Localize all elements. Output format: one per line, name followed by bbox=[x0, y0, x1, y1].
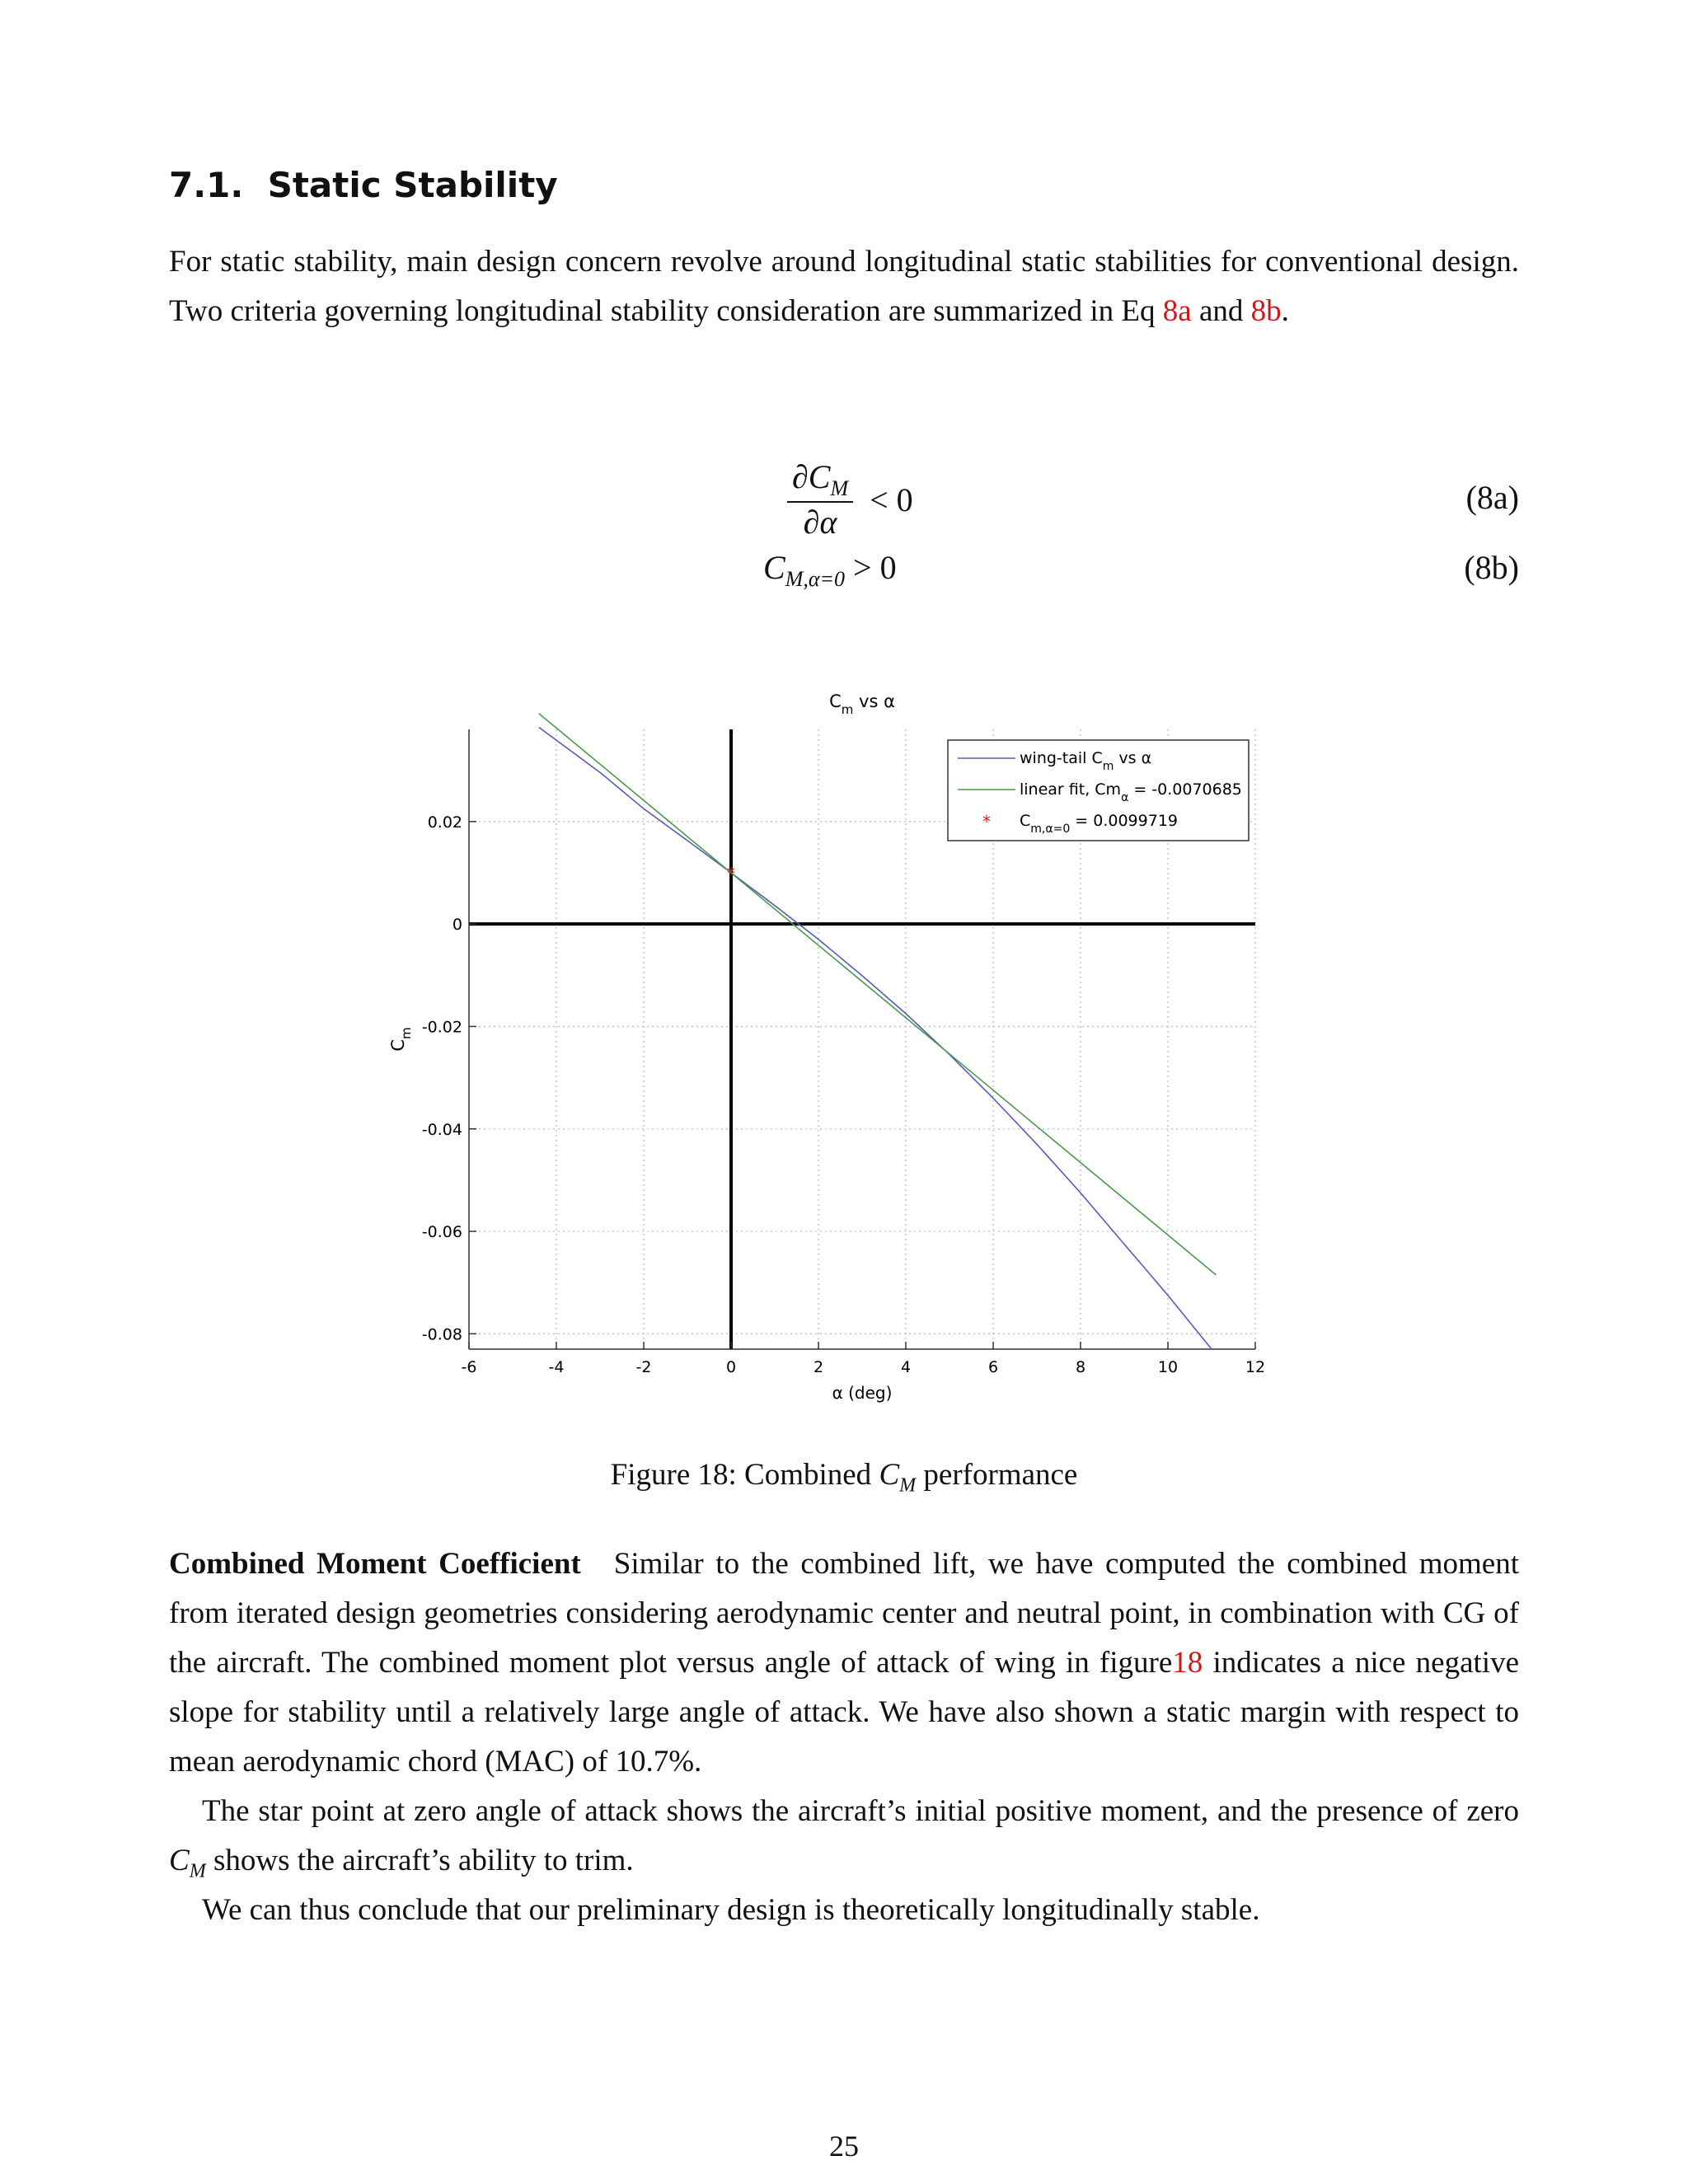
legend-star-swatch: * bbox=[982, 812, 991, 832]
caption-suffix: performance bbox=[916, 1458, 1078, 1492]
body-p2-text: The star point at zero angle of attack shows the aircraft’s initial positive moment, and the presence of zero bbox=[202, 1794, 1519, 1828]
cm-alpha0-marker: * bbox=[727, 864, 735, 884]
equation-label-8a: (8a) bbox=[1465, 479, 1519, 516]
section-heading bbox=[169, 165, 558, 205]
y-tick-label: -0.08 bbox=[421, 1325, 462, 1344]
x-tick-label: -2 bbox=[635, 1358, 652, 1376]
body-paragraph-3: We can thus conclude that our preliminary design is theoretically longitudinally stable. bbox=[202, 1893, 1260, 1927]
section-number: 7.1. bbox=[169, 165, 244, 205]
intro-paragraph bbox=[169, 237, 1519, 336]
x-tick-label: -4 bbox=[548, 1358, 565, 1376]
caption-symbol: C bbox=[879, 1458, 900, 1492]
body-paragraph-1 bbox=[169, 1540, 1519, 1787]
y-tick-label: 0.02 bbox=[427, 813, 462, 832]
caption-symbol-sub: M bbox=[899, 1474, 917, 1497]
y-tick-label: -0.06 bbox=[421, 1223, 462, 1242]
body-paragraph-2 bbox=[169, 1787, 1519, 1896]
eq-b-relation: > 0 bbox=[853, 549, 897, 586]
caption-prefix: Figure 18: Combined bbox=[610, 1458, 879, 1492]
x-tick-label: -6 bbox=[461, 1358, 477, 1376]
x-tick-label: 8 bbox=[1075, 1358, 1086, 1376]
x-tick-label: 6 bbox=[987, 1358, 999, 1376]
legend-entry-wing-tail: wing-tail $C_m$ vs α bbox=[1020, 749, 1152, 773]
y-axis-label: $C_m$ bbox=[388, 1027, 414, 1052]
eq-a-relation: < 0 bbox=[870, 480, 913, 518]
figure-ref-18[interactable]: 18 bbox=[1172, 1646, 1203, 1680]
body-p1-text: Similar to the combined lift, we have computed the combined moment from iterated design geometries considering aerodynamic center and neutral point, in combination with CG of the aircraft. The combined moment plot versus angle of attack of wing in figure bbox=[169, 1547, 1519, 1680]
body-p2-symbol: C bbox=[169, 1844, 190, 1877]
figure-caption bbox=[0, 1457, 1688, 1497]
intro-text-end: . bbox=[1281, 294, 1289, 328]
x-tick-label: 4 bbox=[900, 1358, 912, 1376]
body-p1-text-cont: indicates a nice negative slope for stability until a relatively large angle of attack. We have also shown a static margin with respect to mean aerodynamic chord (MAC) of 10.7%. bbox=[169, 1646, 1519, 1779]
eq-a-numerator: ∂C bbox=[792, 458, 831, 495]
intro-text: For static stability, main design concern revolve around longitudinal static stabilities for conventional design. Two criteria governing longitudinal stability consideration are summarized in Eq bbox=[169, 245, 1519, 328]
derivative-fraction bbox=[787, 457, 853, 541]
equation-ref-8a[interactable]: 8a bbox=[1162, 294, 1192, 328]
intro-text-and: and bbox=[1191, 294, 1251, 328]
eq-b-lhs: C bbox=[763, 549, 785, 586]
x-tick-label: 2 bbox=[813, 1358, 824, 1376]
x-axis-label: α (deg) bbox=[832, 1383, 893, 1403]
body-p2-text-cont: shows the aircraft’s ability to trim. bbox=[205, 1844, 634, 1877]
legend-entry-linear-fit: linear fit, $Cm_\alpha = -0.0070685$ bbox=[1020, 780, 1242, 804]
section-title: Static Stability bbox=[267, 165, 558, 205]
eq-b-lhs-sub: M,α=0 bbox=[785, 567, 846, 591]
eq-a-denominator: ∂α bbox=[803, 504, 837, 541]
x-tick-label: 10 bbox=[1157, 1358, 1179, 1376]
equation-8a bbox=[787, 457, 913, 541]
chart-ticks bbox=[422, 813, 1265, 1376]
paragraph-heading: Combined Moment Coefficient bbox=[169, 1547, 581, 1581]
y-tick-label: -0.04 bbox=[421, 1120, 462, 1139]
equation-8b bbox=[763, 548, 897, 592]
y-tick-label: 0 bbox=[452, 916, 462, 935]
body-p2-symbol-sub: M bbox=[189, 1860, 206, 1882]
equation-label-8b: (8b) bbox=[1464, 549, 1519, 586]
eq-a-numerator-sub: M bbox=[830, 476, 849, 500]
x-tick-label: 12 bbox=[1245, 1358, 1266, 1376]
chart-title: $C_m$ vs α bbox=[829, 691, 895, 717]
legend-entry-cm0: $C_{m,\alpha=0} = 0.0099719$ bbox=[1020, 812, 1178, 836]
equation-ref-8b[interactable]: 8b bbox=[1250, 294, 1282, 328]
x-tick-label: 0 bbox=[725, 1358, 737, 1376]
page-number: 25 bbox=[829, 2130, 859, 2163]
chart-legend bbox=[948, 740, 1249, 841]
cm-vs-alpha-chart bbox=[371, 684, 1319, 1409]
y-tick-label: -0.02 bbox=[421, 1018, 462, 1037]
